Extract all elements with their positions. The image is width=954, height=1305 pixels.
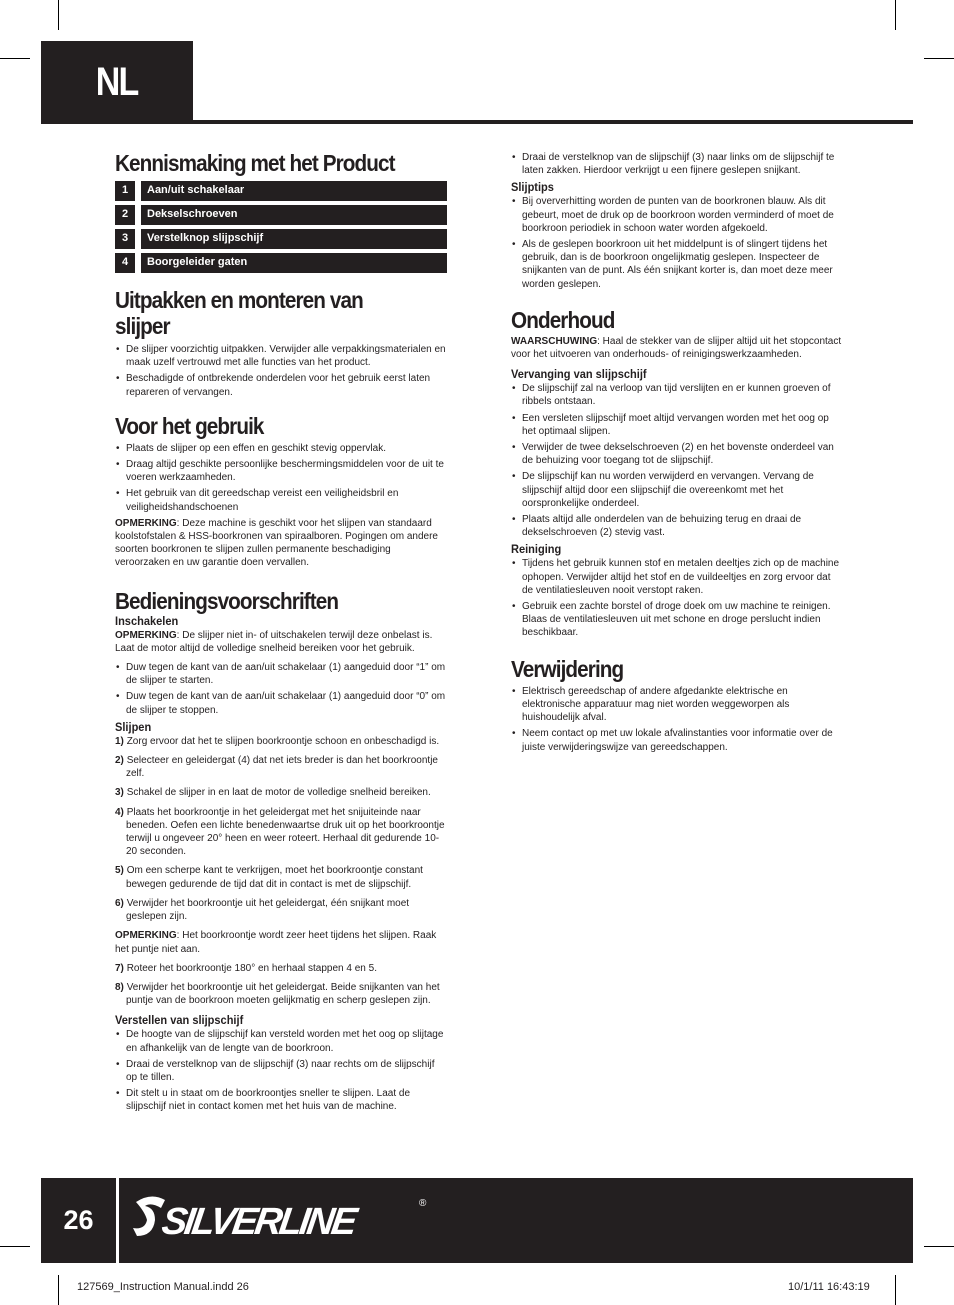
step: 6) Verwijder het boorkroontje uit het geleidergat, één snijkant moet geslepen zijn. (115, 897, 410, 923)
list-item: • Plaats de slijper op een effen en geschikt stevig oppervlak. (115, 442, 447, 455)
step: 4) Plaats het boorkroontje in het geleidergat met het snijuiteinde naar beneden. Oefen een lichte benedenwaartse druk uit op het boorkroontje terwijl u ongeveer 20° heen en weer roteert. Herhaal dit gedurende 10-20 seconden. (115, 806, 445, 858)
silverline-logo (131, 1188, 431, 1253)
warning: WAARSCHUWING: Haal de stekker van de slijper altijd uit het stopcontact voor het uitvoeren van onderhouds- of reinigingswerkzaamheden. (511, 335, 842, 361)
part-number: 3 (115, 229, 135, 249)
switch-list (115, 661, 447, 717)
crop-mark (0, 58, 30, 59)
list-item: • Beschadigde of ontbrekende onderdelen voor het gebruik eerst laten repareren of vervangen. (115, 372, 447, 398)
part-row (115, 229, 447, 249)
subheading-replace: Vervanging van slijpschijf (511, 367, 647, 382)
list-item: • De slijpschijf kan nu worden verwijderd en vervangen. Vervang de slijpschijf altijd door een slijpschijf die overeenkomt met het oorspronkelijke onderdeel. (511, 470, 843, 510)
part-row (115, 205, 447, 225)
subheading-tips: Slijptips (511, 180, 554, 195)
list-item: • Draai de verstelknop van de slijpschijf (3) naar links om de slijpschijf te laten zakken. Hierdoor verkrijgt u een fijnere geslepen snijkant. (511, 151, 843, 177)
list-item: • Verwijder de twee dekselschroeven (2) en het bovenste onderdeel van de behuizing voor toegang tot de slijpschijf. (511, 441, 843, 467)
step: 5) Om een scherpe kant te verkrijgen, moet het boorkroontje constant bewegen gedurende de tijd dat dit in contact is met de slijpschijf. (115, 865, 423, 890)
svg-text:®: ® (419, 1198, 427, 1209)
subheading-grind: Slijpen (115, 719, 152, 734)
note: OPMERKING: Deze machine is geschikt voor het slijpen van standaard koolstofstalen & HSS-boorkronen van spiraalboren. Pogingen om andere soorten boorkronen te slijpen zullen permanente beschadiging veroorzaken en uw garantie doen vervallen. (115, 517, 438, 569)
subheading-switch: Inschakelen (115, 613, 179, 628)
step: 7) Roteer het boorkroontje 180° en herhaal stappen 4 en 5. (115, 962, 377, 974)
section-title-unpack: Uitpakken en monteren van slijper (115, 287, 363, 339)
section-title-intro: Kennismaking met het Product (115, 150, 395, 176)
footer-bar (41, 1178, 913, 1263)
part-number: 1 (115, 181, 135, 201)
step: 1) Zorg ervoor dat het te slijpen boorkroontje schoon en onbeschadigd is. (115, 735, 440, 747)
list-item: • Draag altijd geschikte persoonlijke beschermingsmiddelen voor de uit te voeren werkzaamheden. (115, 458, 447, 484)
list-item: • Duw tegen de kant van de aan/uit schakelaar (1) aangeduid door “1” om de slijper te starten. (115, 661, 447, 687)
part-label: Boorgeleider gaten (141, 253, 447, 273)
list-item: • Bij oververhitting worden de punten van de boorkronen blauw. Als dit gebeurt, moet de druk op de boorkroon worden verminderd of moet de boorkroon periodiek in schoon water worden afgekoeld. (511, 195, 843, 235)
section-title-disposal: Verwijdering (511, 655, 624, 682)
note: OPMERKING: De slijper niet in- of uitschakelen terwijl deze onbelast is. Laat de motor altijd de volledige snelheid bereiken voor het gebruik. (115, 629, 433, 654)
slug-date: 10/1/11 16:43:19 (788, 1281, 870, 1293)
list-item: • De hoogte van de slijpschijf kan versteld worden met het oog op slijtage en afhankelijk van de lengte van de boorkroon. (115, 1028, 447, 1054)
step: 3) Schakel de slijper in en laat de motor de volledige snelheid bereiken. (115, 787, 431, 799)
part-row (115, 253, 447, 273)
language-tab (41, 41, 193, 124)
tips-list (511, 195, 843, 290)
part-number: 2 (115, 205, 135, 225)
part-row (115, 181, 447, 201)
list-item: • Neem contact op met uw lokale afvalinstanties voor informatie over de juiste verwijderingswijze van gereedschappen. (511, 727, 843, 753)
section-title-operation: Bedieningsvoorschriften (115, 587, 339, 614)
step: 8) Verwijder het boorkroontje uit het geleidergat. Beide snijkanten van het puntje van de boorkroon moeten gelijkmatig en scherp geslepen zijn. (115, 981, 440, 1007)
crop-mark (0, 1246, 30, 1247)
list-item: • Plaats altijd alle onderdelen van de behuizing terug en draai de dekselschroeven (2) stevig vast. (511, 513, 843, 539)
language-code: NL (96, 60, 138, 104)
crop-mark (924, 58, 954, 59)
right-column (511, 151, 843, 757)
section-title-before: Voor het gebruik (115, 412, 264, 439)
list-item: • Duw tegen de kant van de aan/uit schakelaar (1) aangeduid door “0” om de slijper te stoppen. (115, 690, 447, 716)
crop-mark (924, 1246, 954, 1247)
footer-divider (116, 1178, 119, 1263)
part-label: Aan/uit schakelaar (141, 181, 447, 201)
list-item: • Draai de verstelknop van de slijpschijf (3) naar rechts om de slijpschijf op te tillen. (115, 1058, 447, 1084)
list-item: • Een versleten slijpschijf moet altijd vervangen worden met het oog op het optimaal slijpen. (511, 412, 843, 438)
list-item: • De slijpschijf zal na verloop van tijd verslijten en er kunnen groeven of ribbels ontstaan. (511, 382, 843, 408)
list-item: • Elektrisch gereedschap of andere afgedankte elektrische en elektronische apparatuur mag niet worden weggeworpen als huishoudelijk afval. (511, 685, 843, 725)
parts-list (115, 181, 447, 273)
replace-list (511, 382, 843, 539)
section-title-maintenance: Onderhoud (511, 306, 615, 333)
list-item: • Tijdens het gebruik kunnen stof en metalen deeltjes zich op de machine ophopen. Verwijder altijd het stof en de vuildeeltjes en zorg ervoor dat de ventilatiesleuven nooit verstopt raken. (511, 557, 843, 597)
left-column (115, 150, 447, 1117)
crop-mark (58, 0, 59, 30)
svg-text:SILVERLINE: SILVERLINE (159, 1200, 357, 1243)
page-number: 26 (63, 1205, 94, 1235)
slug-file: 127569_Instruction Manual.indd 26 (77, 1281, 249, 1293)
adjust-list-cont (511, 151, 843, 177)
disposal-list (511, 685, 843, 754)
clean-list (511, 557, 843, 639)
part-number: 4 (115, 253, 135, 273)
part-label: Verstelknop slijpschijf (141, 229, 447, 249)
adjust-list (115, 1028, 447, 1113)
crop-mark (895, 1275, 896, 1305)
list-item: • De slijper voorzichtig uitpakken. Verwijder alle verpakkingsmaterialen en maak uzelf vertrouwd met alle functies van het product. (115, 343, 447, 369)
step: 2) Selecteer en geleidergat (4) dat net iets breder is dan het boorkroontje zelf. (115, 755, 438, 780)
subheading-adjust: Verstellen van slijpschijf (115, 1013, 244, 1028)
before-list (115, 442, 447, 514)
subheading-clean: Reiniging (511, 542, 562, 557)
list-item: • Gebruik een zachte borstel of droge doek om uw machine te reinigen. Blaas de ventilatiesleuven uit met schone en droge perslucht indien beschikbaar. (511, 600, 843, 640)
note: OPMERKING: Het boorkroontje wordt zeer heet tijdens het slijpen. Raak het puntje niet aan. (115, 930, 437, 955)
crop-mark (895, 0, 896, 30)
list-item: • Dit stelt u in staat om de boorkroontjes sneller te slijpen. Laat de slijpschijf niet in contact komen met het huis van de machine. (115, 1087, 447, 1113)
list-item: • Als de geslepen boorkroon uit het middelpunt is of slingert tijdens het gebruik, dan is de boorkroon ongelijkmatig geslepen. Inspecteer de snijkanten van de punt. Als één snijkant korter is, dan moet deze meer worden geslepen. (511, 238, 843, 291)
header-rule (193, 120, 913, 124)
crop-mark (58, 1275, 59, 1305)
part-label: Dekselschroeven (141, 205, 447, 225)
list-item: • Het gebruik van dit gereedschap vereist een veiligheidsbril en veiligheidshandschoenen (115, 487, 447, 513)
unpack-list (115, 343, 447, 399)
